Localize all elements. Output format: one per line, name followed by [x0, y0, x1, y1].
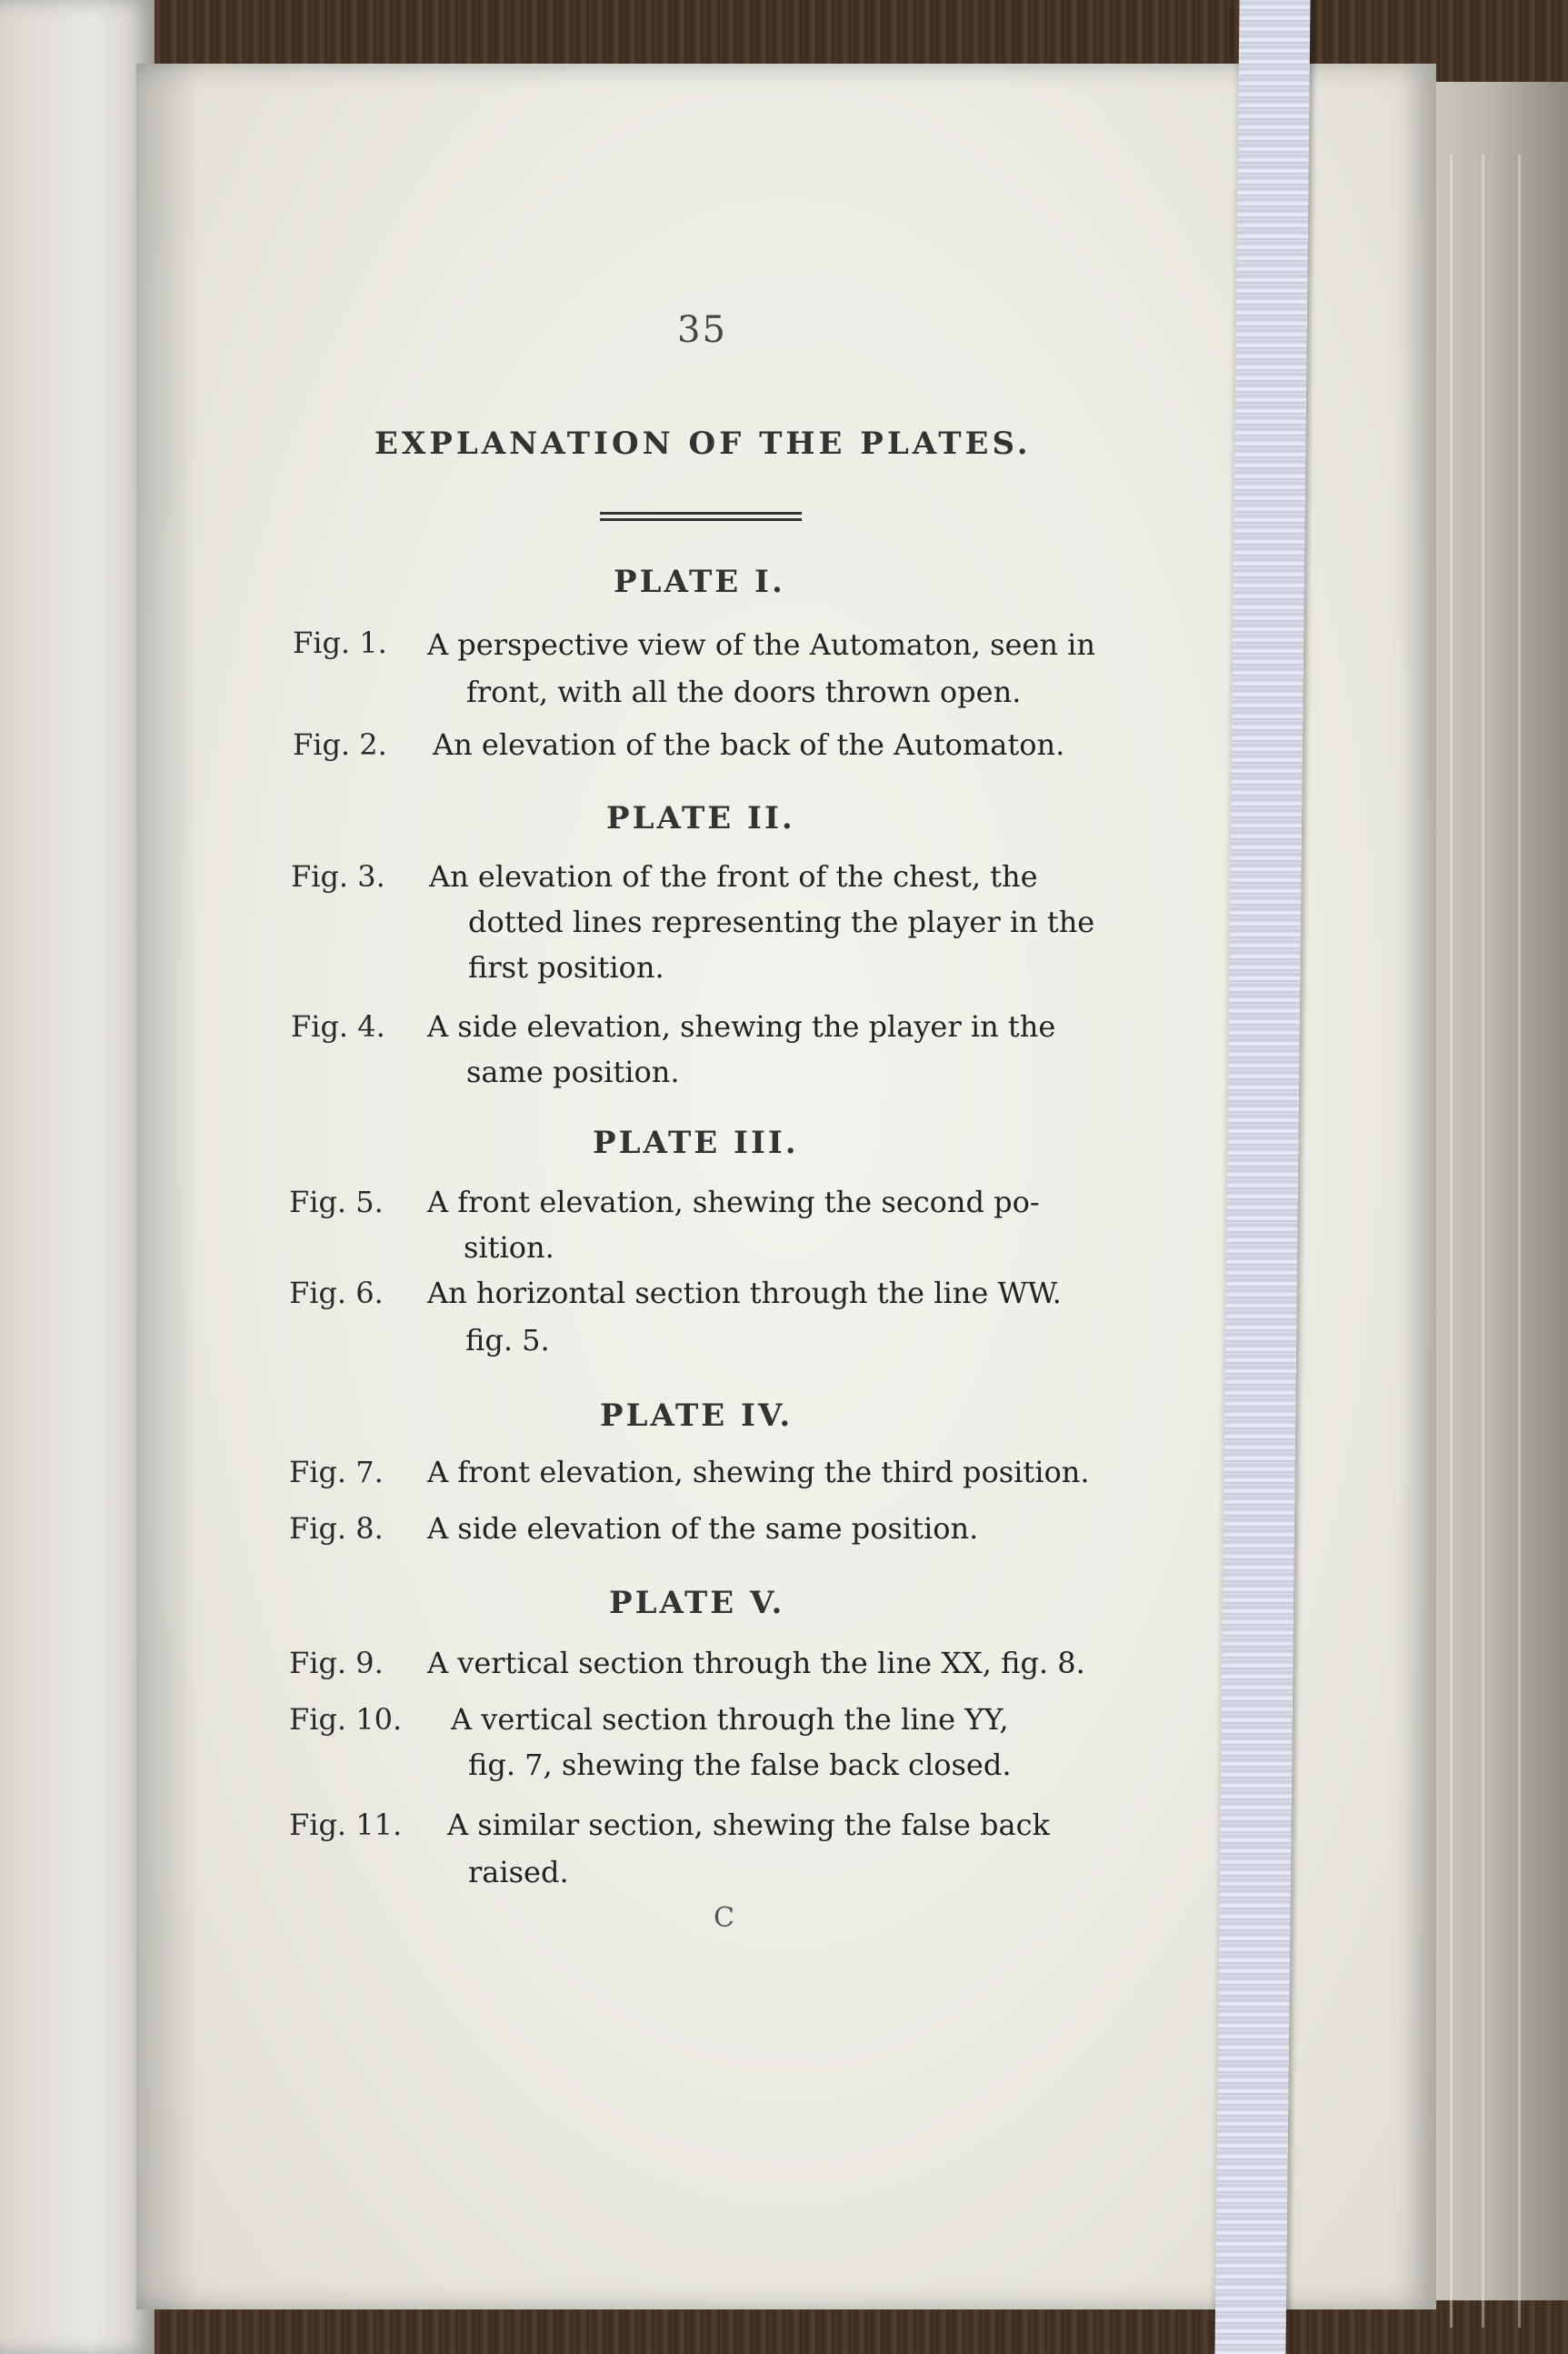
page-edge-line [1518, 155, 1521, 2328]
fig-label: Fig. 8. [289, 1511, 384, 1546]
fig-text-line: A vertical section through the line XX, fig. 8. [427, 1646, 1085, 1680]
page-title: EXPLANATION OF THE PLATES. [375, 426, 1032, 462]
fig-text-line: raised. [468, 1855, 569, 1889]
fig-text-line: first position. [468, 950, 664, 985]
fig-text-line: A front elevation, shewing the second po- [427, 1185, 1040, 1219]
fig-text-line: An horizontal section through the line WW. [427, 1276, 1062, 1310]
page-edge-line [1450, 155, 1453, 2328]
fig-text-line: fig. 7, shewing the false back closed. [468, 1748, 1012, 1782]
title-rule [600, 512, 802, 515]
fig-text-line: A vertical section through the line YY, [451, 1702, 1009, 1737]
fig-label: Fig. 2. [293, 727, 387, 762]
fig-label: Fig. 9. [289, 1646, 384, 1680]
gutter-shadow [136, 64, 200, 2309]
fig-text-line: A perspective view of the Automaton, seen in [427, 627, 1095, 662]
page-stack-edge [1432, 82, 1568, 2300]
page-number: 35 [677, 309, 727, 351]
fig-text-line: A similar section, shewing the false back [447, 1808, 1050, 1842]
fig-text-line: sition. [464, 1230, 554, 1265]
fig-text-line: fig. 5. [465, 1323, 550, 1357]
fig-text-line: A side elevation of the same position. [427, 1511, 979, 1546]
fig-label: Fig. 7. [289, 1455, 384, 1489]
fig-text-line: front, with all the doors thrown open. [466, 675, 1022, 709]
plate-heading: PLATE III. [593, 1125, 799, 1161]
fig-label: Fig. 5. [289, 1185, 384, 1219]
fig-label: Fig. 11. [289, 1808, 403, 1842]
plate-heading: PLATE IV. [600, 1397, 794, 1434]
left-facing-page [0, 0, 155, 2354]
signature-mark: C [714, 1902, 734, 1934]
fig-label: Fig. 3. [291, 859, 385, 894]
fig-text-line: same position. [466, 1055, 680, 1089]
fig-text-line: An elevation of the front of the chest, the [429, 859, 1038, 894]
page-edge-line [1482, 155, 1484, 2328]
fig-text-line: A side elevation, shewing the player in the [427, 1009, 1056, 1044]
fig-label: Fig. 4. [291, 1009, 385, 1044]
plate-heading: PLATE V. [609, 1585, 785, 1621]
plate-heading: PLATE II. [606, 800, 795, 836]
fig-label: Fig. 10. [289, 1702, 403, 1737]
fig-text-line: dotted lines representing the player in the [468, 905, 1095, 939]
fig-label: Fig. 6. [289, 1276, 384, 1310]
fig-label: Fig. 1. [293, 626, 387, 660]
plate-heading: PLATE I. [614, 564, 785, 600]
title-rule [600, 518, 802, 521]
fig-text-line: A front elevation, shewing the third position. [427, 1455, 1090, 1489]
fig-text-line: An elevation of the back of the Automaton. [433, 727, 1065, 762]
